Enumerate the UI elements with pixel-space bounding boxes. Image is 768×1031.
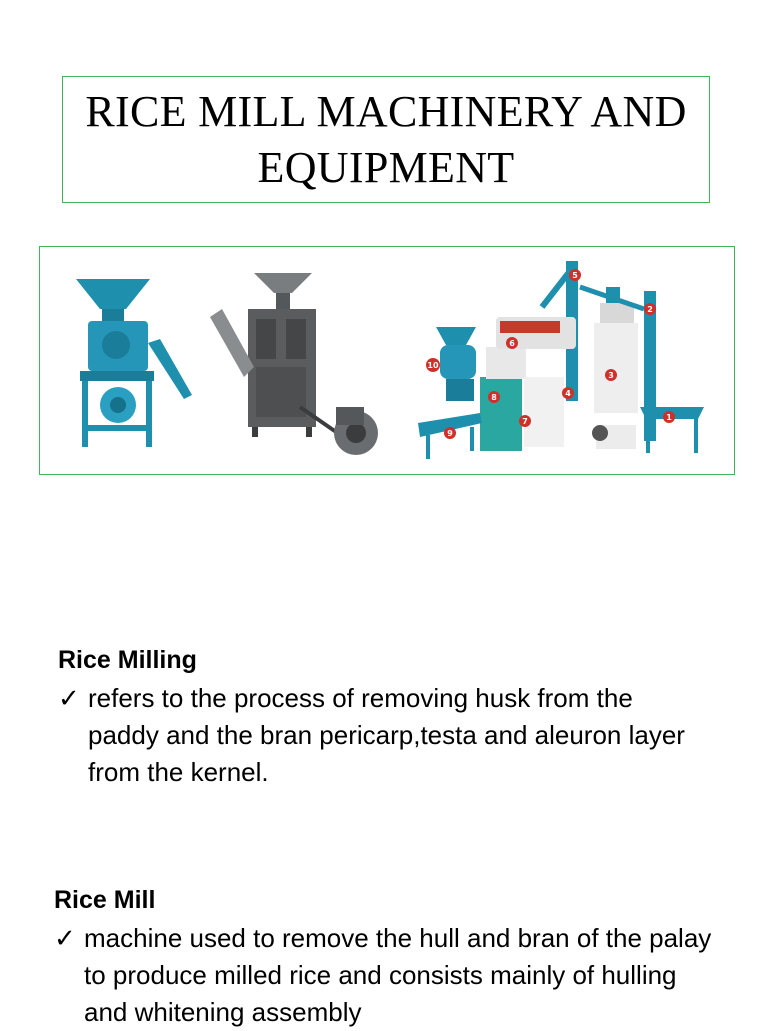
rice-mill-bullet [54, 920, 724, 1031]
rice-mill-heading: Rice Mill [54, 886, 156, 914]
rice-mill-definition: machine used to remove the hull and bran of the palay to produce milled rice and consists mainly of hulling and whitening assembly [84, 923, 712, 1027]
part-label: 2 [647, 305, 653, 314]
checkmark-icon: ✓ [54, 923, 76, 953]
combined-rice-mill-plant [418, 261, 704, 459]
gray-rice-mill-machine [210, 273, 378, 455]
part-label: 6 [509, 339, 515, 348]
small-huller-machine [76, 279, 192, 447]
page-title: RICE MILL MACHINERY AND EQUIPMENT [85, 86, 687, 192]
part-label: 4 [565, 389, 571, 398]
part-label: 8 [491, 393, 497, 402]
part-label: 5 [572, 271, 578, 280]
machinery-image [39, 246, 735, 475]
rice-milling-definition: refers to the process of removing husk from the paddy and the bran pericarp,testa and aleuron layer from the kernel. [88, 683, 685, 787]
rice-milling-heading: Rice Milling [58, 646, 197, 674]
part-label: 3 [608, 371, 614, 380]
part-label: 9 [447, 429, 453, 438]
title-box [62, 76, 710, 203]
rice-milling-bullet [58, 680, 710, 791]
part-label: 7 [522, 417, 528, 426]
checkmark-icon: ✓ [58, 683, 80, 713]
part-label: 10 [427, 361, 439, 370]
part-label: 1 [666, 413, 672, 422]
rice-mill-machinery-illustration [40, 247, 735, 475]
